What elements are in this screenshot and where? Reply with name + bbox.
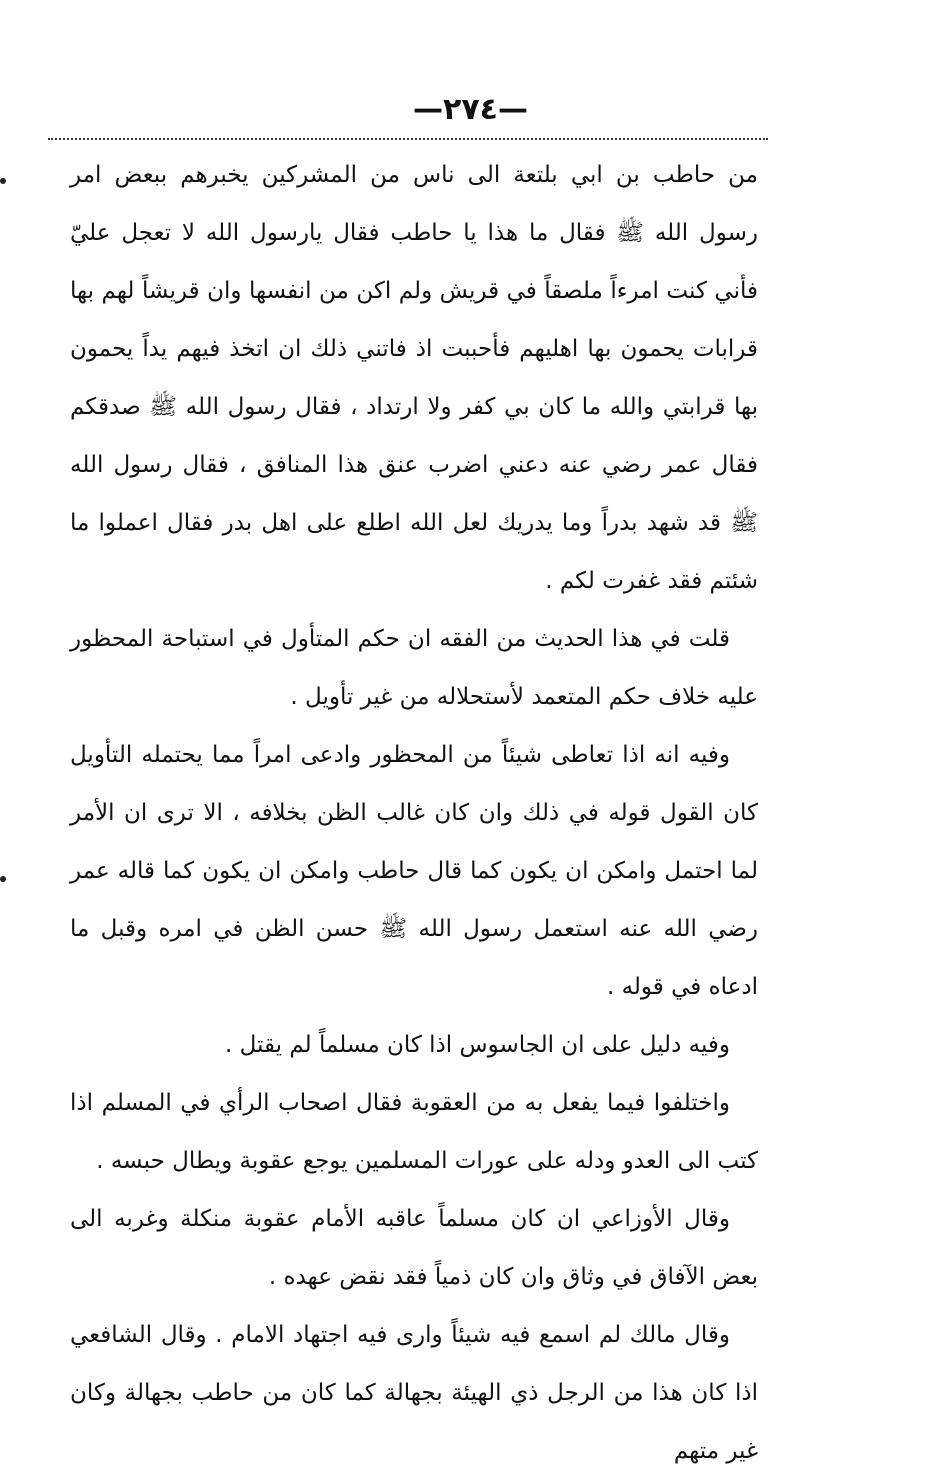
paragraph: وفيه انه اذا تعاطى شيئاً من المحظور وادعى امراً مما يحتمله التأويل كان القول قوله في ذلك وان كان غالب الظن بخلافه ، الا ترى ان الأمر لما احتمل وامكن ان يكون كما قال حاطب وامكن ان يكون كما قاله عمر رضي الله عنه استعمل رسول الله ﷺ حسن الظن في امره وقبل ما ادعاه في قوله . <box>70 742 758 1000</box>
paragraph: قلت في هذا الحديث من الفقه ان حكم المتأول في استباحة المحظور عليه خلاف حكم المتعمد لأستحلاله من غير تأويل . <box>70 626 758 710</box>
paragraph: وقال مالك لم اسمع فيه شيئاً وارى فيه اجتهاد الامام . وقال الشافعي اذا كان هذا من الرجل ذي الهيئة بجهالة كما كان من حاطب بجهالة وكان غير متهم <box>70 1322 758 1464</box>
page-number: —٢٧٤— <box>413 92 528 127</box>
paragraph: من حاطب بن ابي بلتعة الى ناس من المشركين يخبرهم ببعض امر رسول الله ﷺ فقال ما هذا يا حاطب فقال يارسول الله لا تعجل عليّ فأني كنت امرءاً ملصقاً في قريش ولم اكن من انفسها وان قريشاً لهم بها قرابات يحمون بها اهليهم فأحببت اذ فاتني ذلك ان اتخذ فيهم يداً يحمون بها قرابتي والله ما كان بي كفر ولا ارتداد ، فقال رسول الله ﷺ صدقكم فقال عمر رضي عنه دعني اضرب عنق هذا المنافق ، فقال رسول الله ﷺ قد شهد بدراً وما يدريك لعل الله اطلع على اهل بدر فقال اعملوا ما شئتم فقد غفرت لكم . <box>70 162 758 594</box>
margin-mark-top <box>0 178 6 184</box>
paragraph: وقال الأوزاعي ان كان مسلماً عاقبه الأمام عقوبة منكلة وغربه الى بعض الآفاق في وثاق وان كان ذمياً فقد نقض عهده . <box>70 1206 758 1290</box>
header-rule <box>48 138 768 140</box>
margin-mark-bottom <box>0 876 6 882</box>
text-body <box>70 146 758 1480</box>
paragraph: واختلفوا فيما يفعل به من العقوبة فقال اصحاب الرأي في المسلم اذا كتب الى العدو ودله على عورات المسلمين يوجع عقوبة ويطال حبسه . <box>70 1090 758 1174</box>
paragraph: وفيه دليل على ان الجاسوس اذا كان مسلماً لم يقتل . <box>224 1032 730 1058</box>
